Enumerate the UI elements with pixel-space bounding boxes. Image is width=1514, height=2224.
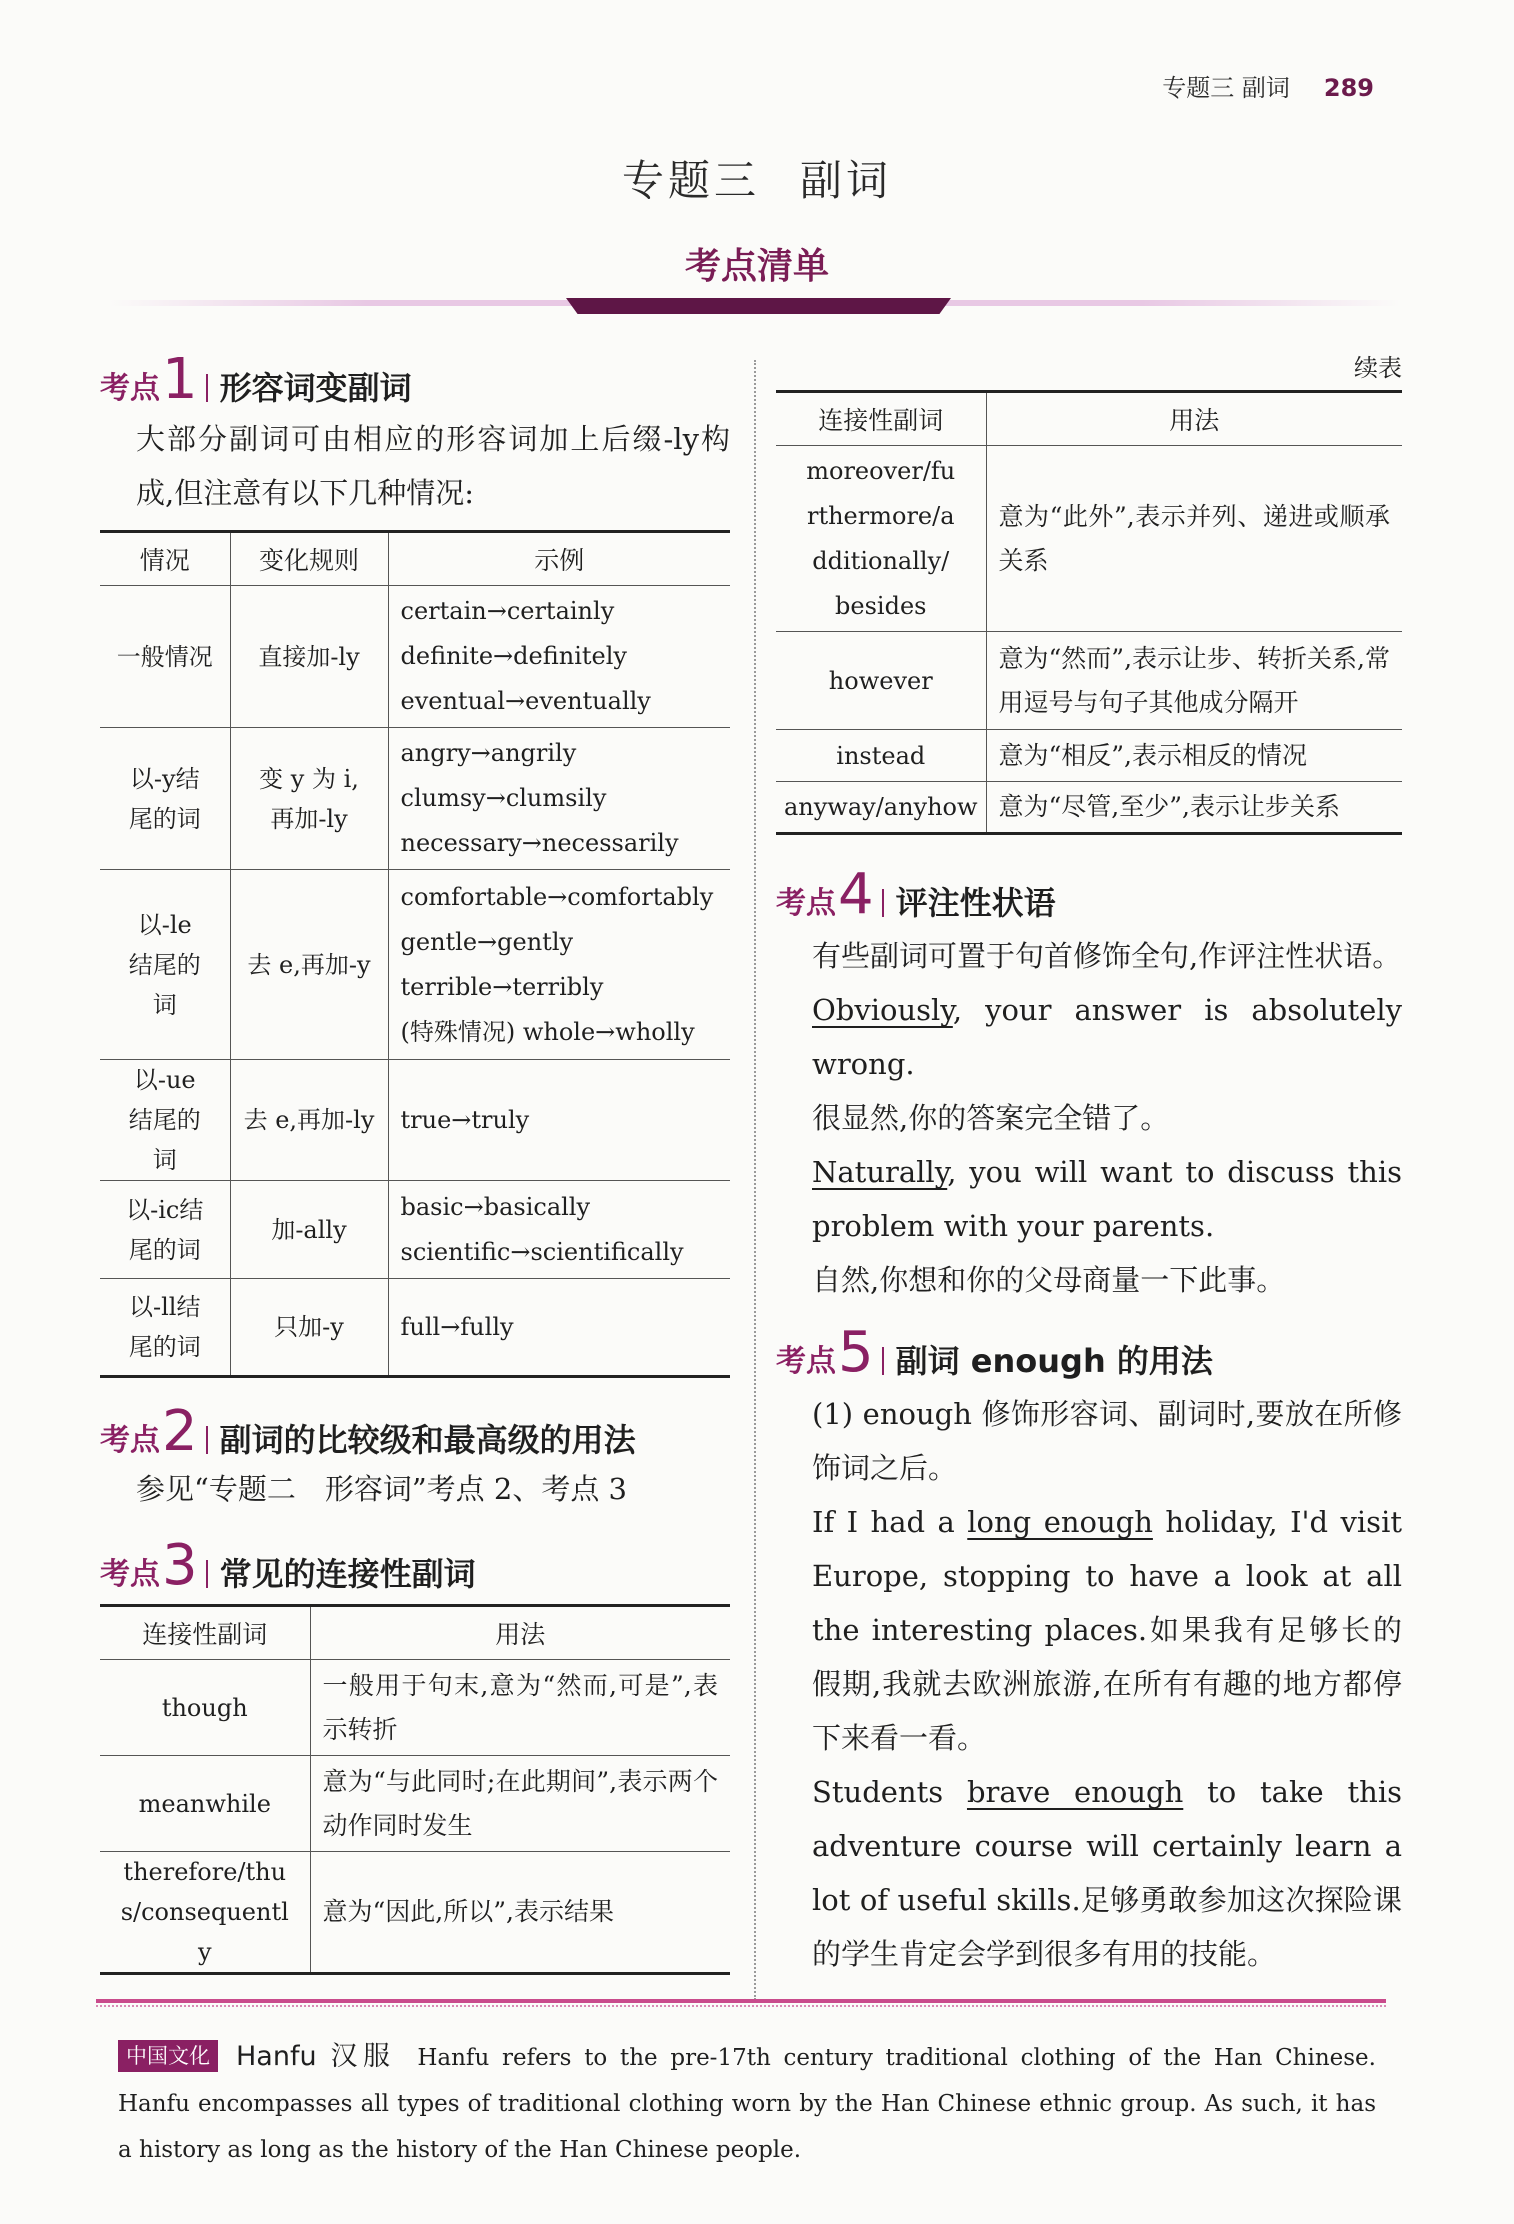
header-section: 专题三 副词: [1162, 74, 1290, 102]
kaodian-5-rule: (1) enough 修饰形容词、副词时,要放在所修饰词之后。: [812, 1397, 1402, 1485]
table-row: instead 意为“相反”,表示相反的情况: [776, 730, 1402, 782]
table-header: 连接性副词: [100, 1606, 310, 1660]
kaodian-2-heading: 考点 2 副词的比较级和最高级的用法: [100, 1399, 636, 1465]
kaodian-4-heading: 考点 4 评注性状语: [776, 862, 1056, 928]
running-header: [1162, 68, 1374, 103]
column-divider: [754, 360, 756, 2000]
kaodian-4-intro: 有些副词可置于句首修饰全句,作评注性状语。: [812, 939, 1402, 973]
table-row: 以-le结尾的词 去 e,再加-y comfortable→comfortably gentle→gently terrible→terribly (特殊情况) whole→wholly: [100, 870, 730, 1060]
table-row: meanwhile 意为“与此同时;在此期间”,表示两个动作同时发生: [100, 1756, 730, 1852]
kaodian-3-table-continued: [776, 390, 1402, 835]
table-row: 以-ll结尾的词 只加-y full→fully: [100, 1279, 730, 1377]
table-header: 情况: [100, 532, 230, 586]
table-row: anyway/anyhow 意为“尽管,至少”,表示让步关系: [776, 782, 1402, 834]
kaodian-5-heading: 考点 5 副词 enough 的用法: [776, 1320, 1213, 1386]
table-row: 以-ue结尾的词 去 e,再加-ly true→truly: [100, 1060, 730, 1181]
table-header: 变化规则: [230, 532, 388, 586]
kaodian-1-heading: 考点 1 形容词变副词: [100, 347, 412, 413]
table-header: 用法: [986, 392, 1402, 446]
continued-label: 续表: [1354, 354, 1402, 382]
table-row: 以-y结尾的词 变 y 为 i,再加-ly angry→angrily clumsy→clumsily necessary→necessarily: [100, 728, 730, 870]
title-bar: [566, 298, 951, 314]
example-sentence: If I had a long enough holiday, I'd visit Europe, stopping to have a look at all the interesting places.如果我有足够长的假期,我就去欧洲旅游,在所有有趣的地方都停下来看一看。: [812, 1505, 1402, 1755]
kaodian-1-table: [100, 530, 730, 1378]
kaodian-3-table: [100, 1604, 730, 1975]
table-row: though 一般用于句末,意为“然而,可是”,表示转折: [100, 1660, 730, 1756]
table-header: 示例: [388, 532, 730, 586]
table-row: however 意为“然而”,表示让步、转折关系,常用逗号与句子其他成分隔开: [776, 632, 1402, 730]
table-row: 以-ic结尾的词 加-ally basic→basically scientific→scientifically: [100, 1181, 730, 1279]
example-translation: 很显然,你的答案完全错了。: [812, 1101, 1170, 1135]
culture-note: [118, 2034, 1376, 2173]
table-row: moreover/furthermore/additionally/besides 意为“此外”,表示并列、递进或顺承关系: [776, 446, 1402, 632]
example-sentence: Obviously, your answer is absolutely wrong.: [812, 993, 1402, 1081]
kaodian-3-heading: 考点 3 常见的连接性副词: [100, 1533, 476, 1599]
footer-divider: [96, 1999, 1386, 2003]
example-sentence: Students brave enough to take this adventure course will certainly learn a lot of useful skills.足够勇敢参加这次探险课的学生肯定会学到很多有用的技能。: [812, 1775, 1403, 1971]
right-column: [776, 348, 1402, 1981]
page-title: 专题三 副词: [621, 156, 893, 205]
culture-badge: 中国文化: [118, 2040, 218, 2072]
table-row: 一般情况 直接加-ly certain→certainly definite→definitely eventual→eventually: [100, 586, 730, 728]
kaodian-2-text: 参见“专题二 形容词”考点 2、考点 3: [136, 1472, 627, 1506]
example-translation: 自然,你想和你的父母商量一下此事。: [812, 1263, 1286, 1297]
culture-text: Hanfu refers to the pre-17th century traditional clothing of the Han Chinese. Hanfu encompasses all types of traditional clothing worn by the Han Chinese ethnic group. As such, it has a history as long as the history of the Han Chinese people.: [118, 2045, 1376, 2163]
culture-title: Hanfu 汉服: [236, 2041, 396, 2072]
table-header: 连接性副词: [776, 392, 986, 446]
section-subtitle: 考点清单: [684, 246, 829, 287]
table-header: 用法: [310, 1606, 730, 1660]
table-row: therefore/thus/consequently 意为“因此,所以”,表示结果: [100, 1852, 730, 1974]
example-sentence: Naturally, you will want to discuss this problem with your parents.: [812, 1155, 1402, 1243]
left-column: [100, 348, 730, 1975]
kaodian-1-intro: 大部分副词可由相应的形容词加上后缀-ly构成,但注意有以下几种情况:: [136, 422, 730, 510]
page-number: 289: [1323, 74, 1374, 102]
